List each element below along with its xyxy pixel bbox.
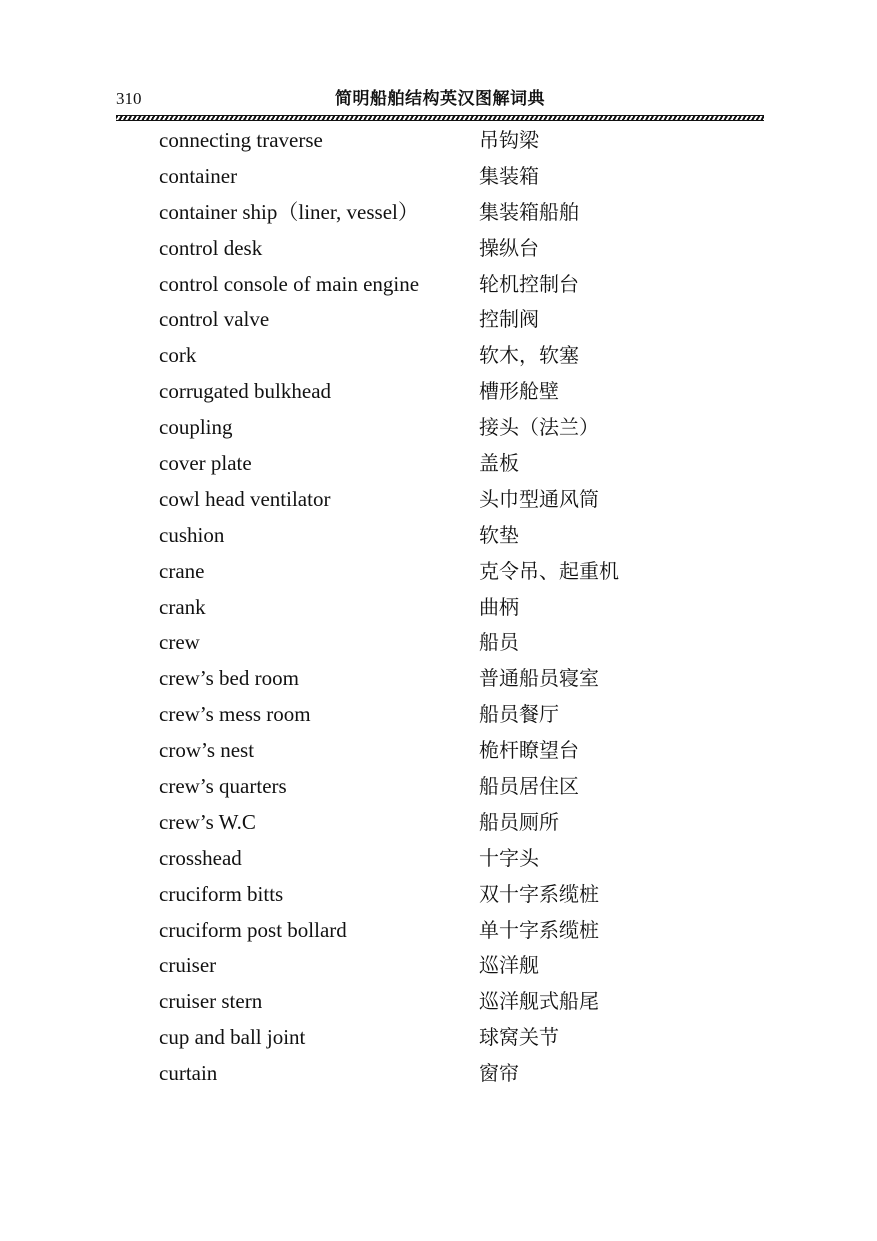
entry-translation: 船员 (479, 630, 519, 655)
entry-term: container (159, 163, 238, 188)
entry-term: corrugated bulkhead (159, 379, 332, 404)
glossary-entry (159, 230, 719, 266)
glossary-entry (159, 624, 719, 660)
glossary-entry (159, 947, 719, 983)
glossary-entry (159, 445, 719, 481)
entry-translation: 十字头 (479, 845, 539, 870)
page-number: 310 (116, 89, 142, 108)
entry-term: crew’s W.C (159, 809, 256, 834)
glossary-entry (159, 517, 719, 553)
glossary-entry (159, 337, 719, 373)
entry-translation: 桅杆瞭望台 (479, 738, 579, 763)
entry-term: cruciform bitts (159, 881, 284, 906)
entry-translation: 集装箱 (479, 163, 539, 188)
glossary-entry (159, 732, 719, 768)
entry-translation: 窗帘 (479, 1061, 519, 1086)
entry-term: cushion (159, 522, 225, 547)
entry-term: crosshead (159, 845, 242, 870)
glossary-entry (159, 912, 719, 948)
entry-term: connecting traverse (159, 128, 323, 152)
entry-term: cover plate (159, 451, 252, 476)
glossary-entry (159, 660, 719, 696)
entry-translation: 软垫 (479, 522, 519, 547)
entry-translation: 船员居住区 (479, 774, 579, 799)
glossary-entries (159, 122, 719, 1091)
glossary-entry (159, 373, 719, 409)
glossary-entry (159, 1019, 719, 1055)
entry-translation: 船员餐厅 (479, 702, 559, 727)
glossary-entry (159, 768, 719, 804)
entry-translation: 普通船员寝室 (479, 666, 599, 691)
glossary-entry (159, 696, 719, 732)
glossary-entry (159, 481, 719, 517)
entry-translation: 船员厕所 (479, 809, 559, 834)
glossary-entry (159, 840, 719, 876)
glossary-entry (159, 266, 719, 302)
entry-term: control console of main engine (159, 271, 420, 296)
glossary-entry (159, 158, 719, 194)
entry-term: crew’s quarters (159, 774, 287, 799)
glossary-entry (159, 194, 719, 230)
entry-translation: 盖板 (479, 451, 519, 476)
entry-term: cruciform post bollard (159, 917, 347, 942)
entry-translation: 吊钩梁 (479, 128, 539, 152)
glossary-entry (159, 122, 719, 158)
glossary-entry (159, 589, 719, 625)
entry-term: curtain (159, 1061, 218, 1086)
glossary-entry (159, 804, 719, 840)
entry-term: cowl head ventilator (159, 486, 331, 511)
book-title: 简明船舶结构英汉图解词典 (335, 89, 545, 109)
header-rule (116, 115, 764, 121)
entry-translation: 接头（法兰） (479, 415, 599, 440)
glossary-entry (159, 409, 719, 445)
glossary-entry (159, 1055, 719, 1091)
entry-term: cup and ball joint (159, 1025, 306, 1050)
entry-translation: 槽形舱壁 (479, 379, 559, 404)
entry-term: crew’s mess room (159, 702, 311, 727)
entry-translation: 控制阀 (479, 307, 539, 332)
page-header (116, 86, 764, 112)
entry-term: cruiser stern (159, 989, 263, 1014)
glossary-entry (159, 301, 719, 337)
entry-term: coupling (159, 415, 233, 440)
entry-translation: 球窝关节 (479, 1025, 559, 1050)
entry-translation: 巡洋舰式船尾 (479, 989, 599, 1014)
entry-term: crane (159, 558, 205, 583)
glossary-entry (159, 983, 719, 1019)
entry-translation: 集装箱船舶 (479, 199, 579, 224)
entry-term: cork (159, 343, 197, 368)
entry-term: container ship（liner, vessel） (159, 199, 419, 224)
entry-translation: 曲柄 (479, 594, 519, 619)
entry-translation: 软木，软塞 (479, 343, 579, 368)
entry-translation: 操纵台 (479, 235, 539, 260)
entry-term: crow’s nest (159, 738, 255, 763)
entry-term: crew (159, 630, 200, 655)
entry-term: control valve (159, 307, 270, 332)
entry-term: crank (159, 594, 206, 619)
entry-term: cruiser (159, 953, 217, 978)
entry-translation: 单十字系缆桩 (479, 917, 599, 942)
entry-translation: 轮机控制台 (479, 271, 579, 296)
glossary-entry (159, 553, 719, 589)
entry-term: crew’s bed room (159, 666, 299, 691)
entry-translation: 克令吊、起重机 (479, 558, 619, 583)
entry-translation: 头巾型通风筒 (479, 486, 599, 511)
glossary-entry (159, 876, 719, 912)
entry-term: control desk (159, 235, 263, 260)
entry-translation: 巡洋舰 (479, 953, 539, 978)
entry-translation: 双十字系缆桩 (479, 881, 599, 906)
